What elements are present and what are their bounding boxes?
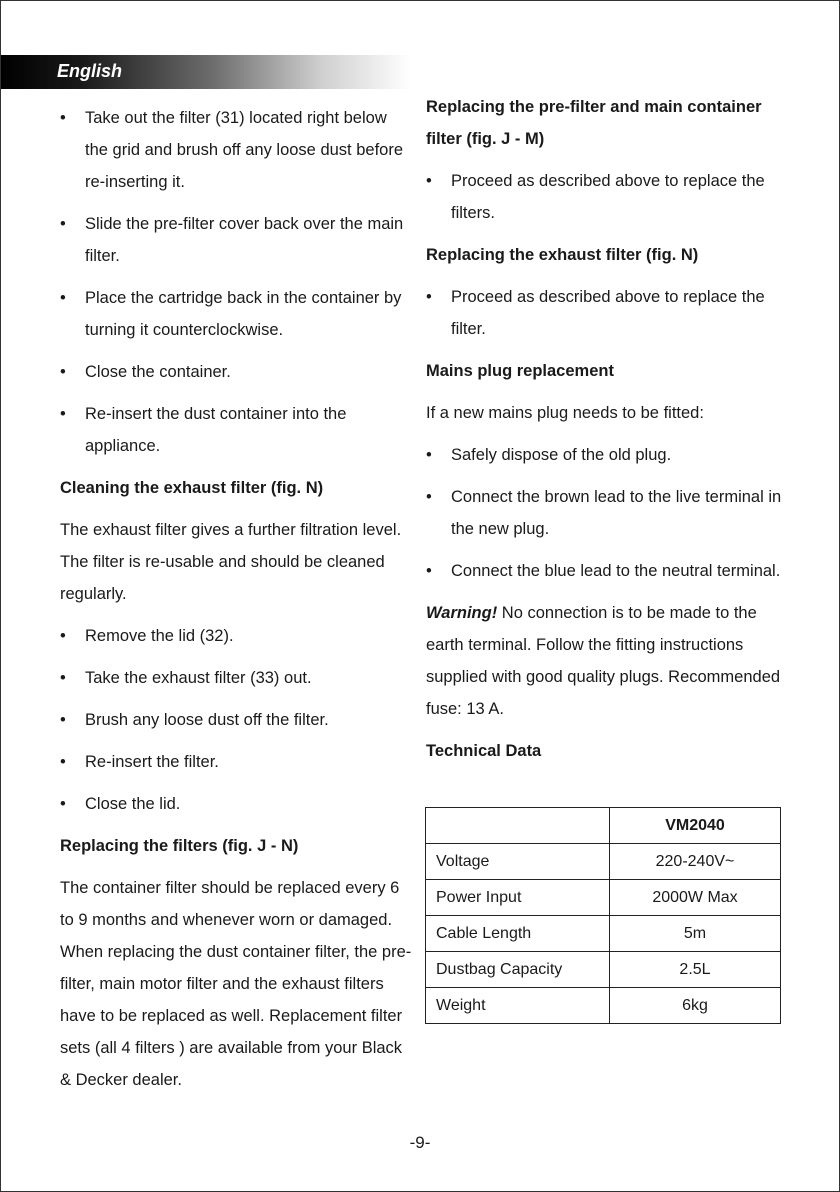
row-label: Power Input	[426, 880, 610, 916]
section-heading-replacing-filters: Replacing the filters (fig. J - N)	[60, 837, 299, 855]
section-heading-technical-data: Technical Data	[426, 742, 542, 760]
section-heading-replacing-exhaust: Replacing the exhaust filter (fig. N)	[426, 246, 699, 264]
bullet-item: • Proceed as described above to replace the filters.	[426, 165, 786, 229]
paragraph-replacing: The container filter should be replaced every 6 to 9 months and whenever worn or damaged. When replacing the dust container filter, the pre-filter, main motor filter and the exhaust filters have to be replaced as well. Replacement filter sets (all 4 filters ) are available from your Black & Decker dealer.	[60, 879, 412, 1089]
paragraph-plug-intro: If a new mains plug needs to be fitted:	[426, 404, 704, 422]
row-value: 2000W Max	[610, 880, 781, 916]
bullet-item: • Connect the brown lead to the live terminal in the new plug.	[426, 481, 786, 545]
row-value: 5m	[610, 916, 781, 952]
bullet-item: • Place the cartridge back in the container by turning it counterclockwise.	[60, 282, 412, 346]
table-row	[426, 952, 781, 988]
warning-paragraph	[426, 597, 786, 725]
left-column	[60, 102, 412, 1106]
bullet-item: • Close the lid.	[60, 788, 412, 820]
bullet-item: • Brush any loose dust off the filter.	[60, 704, 412, 736]
model-name: VM2040	[610, 808, 781, 844]
paragraph-exhaust: The exhaust filter gives a further filtration level. The filter is re-usable and should be cleaned regularly.	[60, 521, 402, 603]
row-value: 220-240V~	[610, 844, 781, 880]
section-heading-cleaning-exhaust: Cleaning the exhaust filter (fig. N)	[60, 479, 324, 497]
section-heading-prefilter: Replacing the pre-filter and main container filter (fig. J - M)	[426, 98, 762, 148]
bullet-item: • Slide the pre-filter cover back over the main filter.	[60, 208, 412, 272]
bullet-item: • Connect the blue lead to the neutral terminal.	[426, 555, 786, 587]
row-value: 2.5L	[610, 952, 781, 988]
bullet-item: • Re-insert the filter.	[60, 746, 412, 778]
bullet-item: • Re-insert the dust container into the appliance.	[60, 398, 412, 462]
table-header-empty	[426, 808, 610, 844]
row-label: Cable Length	[426, 916, 610, 952]
right-column	[426, 91, 786, 777]
bullet-item: • Remove the lid (32).	[60, 620, 412, 652]
page-number: -9-	[409, 1133, 431, 1152]
table-row	[426, 844, 781, 880]
bullet-item: • Take the exhaust filter (33) out.	[60, 662, 412, 694]
bullet-item: • Safely dispose of the old plug.	[426, 439, 786, 471]
bullet-item: • Close the container.	[60, 356, 412, 388]
section-heading-mains-plug: Mains plug replacement	[426, 362, 614, 380]
language-header	[1, 55, 411, 89]
warning-label: Warning!	[426, 604, 498, 622]
technical-data-table	[425, 807, 781, 1024]
bullet-item: • Proceed as described above to replace the filter.	[426, 281, 786, 345]
row-label: Weight	[426, 988, 610, 1024]
table-row	[426, 916, 781, 952]
row-label: Voltage	[426, 844, 610, 880]
row-value: 6kg	[610, 988, 781, 1024]
warning-text: No connection is to be made to the earth terminal. Follow the fitting instructions supplied with good quality plugs. Recommended fuse: 13 A.	[426, 604, 781, 718]
table-row	[426, 880, 781, 916]
table-header-row	[426, 808, 781, 844]
row-label: Dustbag Capacity	[426, 952, 610, 988]
bullet-item: • Take out the filter (31) located right below the grid and brush off any loose dust before re-inserting it.	[60, 102, 412, 198]
table-row	[426, 988, 781, 1024]
language-label: English	[57, 61, 123, 81]
